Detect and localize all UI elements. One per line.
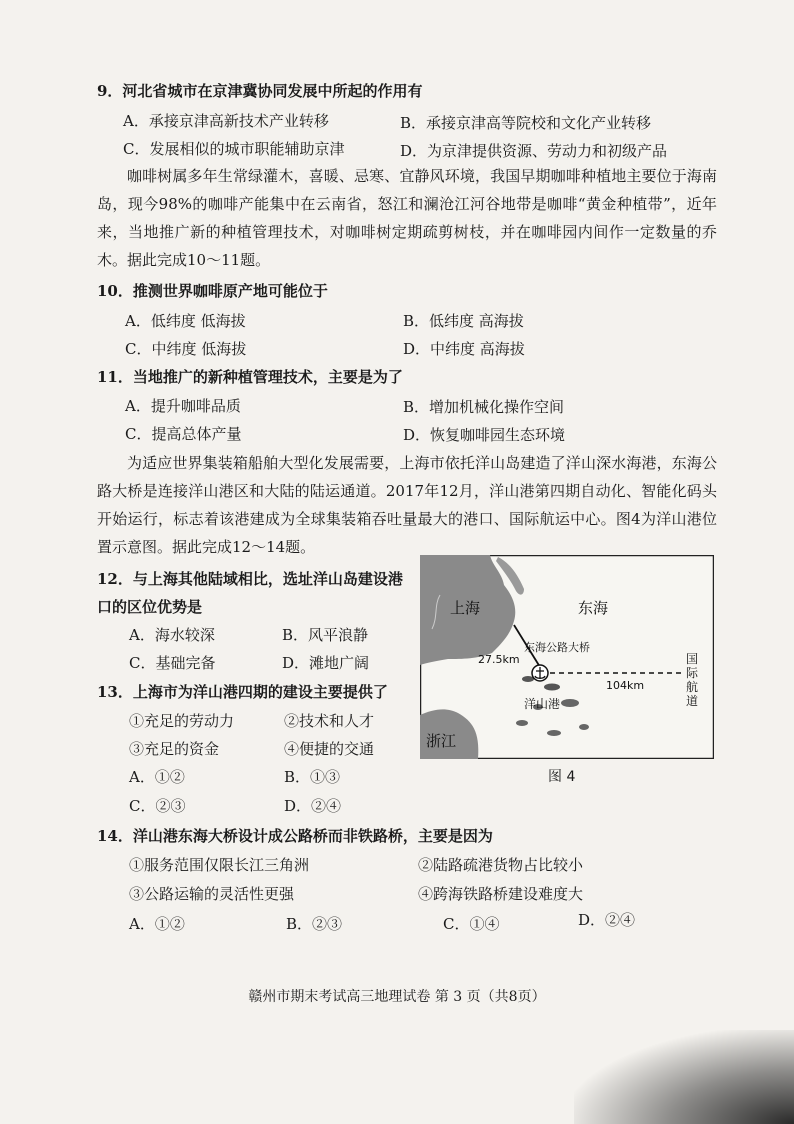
label-bridge-length: 27.5km bbox=[478, 653, 520, 666]
q10-option-d: D．中纬度 高海拔 bbox=[403, 340, 525, 358]
question-13-stem: 13．上海市为洋山港四期的建设主要提供了 bbox=[97, 683, 388, 701]
q9-option-b: B．承接京津高等院校和文化产业转移 bbox=[400, 114, 652, 132]
page-footer: 赣州市期末考试高三地理试卷 第 3 页（共8页） bbox=[248, 989, 546, 1005]
q14-option-d: D．②④ bbox=[578, 911, 636, 929]
label-bridge: 东海公路大桥 bbox=[524, 641, 590, 654]
label-route-length: 104km bbox=[606, 679, 645, 692]
figure-caption: 图 4 bbox=[548, 769, 576, 785]
q11-option-d: D．恢复咖啡园生态环境 bbox=[403, 426, 566, 444]
coffee-passage: 咖啡树属多年生常绿灌木，喜暖、忌寒、宜静风环境，我国早期咖啡种植地主要位于海南岛，现今98%的咖啡产能集中在云南省，怒江和澜沧江河谷地带是咖啡“黄金种植带”，近年来，当地推广新的种植管理技术，对咖啡树定期疏剪树枝，并在咖啡园内间作一定数量的乔木。据此完成10～11题。 bbox=[97, 167, 717, 269]
q11-option-b: B．增加机械化操作空间 bbox=[403, 398, 565, 416]
question-12-stem-line2: 口的区位优势是 bbox=[97, 598, 203, 616]
question-14-stem: 14．洋山港东海大桥设计成公路桥而非铁路桥，主要是因为 bbox=[97, 827, 493, 845]
label-intl-route-1: 国 bbox=[686, 652, 699, 666]
q14-statement-2: ②陆路疏港货物占比较小 bbox=[418, 856, 584, 874]
q10-option-b: B．低纬度 高海拔 bbox=[403, 312, 524, 330]
q13-option-a: A．①② bbox=[129, 768, 185, 786]
q14-statement-1: ①服务范围仅限长江三角洲 bbox=[129, 856, 310, 874]
q12-option-b: B．风平浪静 bbox=[282, 626, 369, 644]
q13-option-b: B．①③ bbox=[284, 768, 341, 786]
q14-option-a: A．①② bbox=[129, 915, 185, 933]
q13-statement-4: ④便捷的交通 bbox=[284, 740, 375, 758]
question-10-stem: 10．推测世界咖啡原产地可能位于 bbox=[97, 282, 328, 300]
label-yangshan-port: 洋山港 bbox=[524, 697, 561, 711]
q11-option-c: C．提高总体产量 bbox=[125, 425, 242, 443]
q11-option-a: A．提升咖啡品质 bbox=[125, 397, 241, 415]
label-intl-route-4: 道 bbox=[686, 694, 699, 708]
q10-option-c: C．中纬度 低海拔 bbox=[125, 340, 247, 358]
q14-statement-3: ③公路运输的灵活性更强 bbox=[129, 885, 295, 903]
q13-option-c: C．②③ bbox=[129, 797, 186, 815]
question-11-stem: 11．当地推广的新种植管理技术，主要是为了 bbox=[97, 368, 403, 386]
q12-option-c: C．基础完备 bbox=[129, 654, 216, 672]
q14-option-c: C．①④ bbox=[443, 915, 500, 933]
q9-option-c: C．发展相似的城市职能辅助京津 bbox=[123, 140, 345, 158]
q13-statement-3: ③充足的资金 bbox=[129, 740, 220, 758]
label-intl-route-2: 际 bbox=[686, 666, 699, 680]
q13-statement-1: ①充足的劳动力 bbox=[129, 712, 235, 730]
q10-option-a: A．低纬度 低海拔 bbox=[125, 312, 246, 330]
q13-statement-2: ②技术和人才 bbox=[284, 712, 375, 730]
q14-statement-4: ④跨海铁路桥建设难度大 bbox=[418, 885, 584, 903]
q12-option-a: A．海水较深 bbox=[129, 626, 215, 644]
question-9-stem: 9．河北省城市在京津冀协同发展中所起的作用有 bbox=[97, 82, 423, 100]
label-shanghai: 上海 bbox=[450, 599, 481, 617]
q9-option-a: A．承接京津高新技术产业转移 bbox=[123, 112, 329, 130]
q14-option-b: B．②③ bbox=[286, 915, 343, 933]
q12-option-d: D．滩地广阔 bbox=[282, 654, 370, 672]
label-zhejiang: 浙江 bbox=[426, 732, 457, 750]
question-12-stem-line1: 12．与上海其他陆域相比，选址洋山岛建设港 bbox=[97, 570, 403, 588]
q9-option-d: D．为京津提供资源、劳动力和初级产品 bbox=[400, 142, 668, 160]
label-donghai: 东海 bbox=[578, 599, 609, 617]
yangshan-port-location-map bbox=[420, 555, 714, 759]
port-passage: 为适应世界集装箱船舶大型化发展需要，上海市依托洋山岛建造了洋山深水海港，东海公路大桥是连接洋山港区和大陆的陆运通道。2017年12月，洋山港第四期自动化、智能化码头开始运行，标志着该港建成为全球集装箱吞吐量最大的港口、国际航运中心。图4为洋山港位置示意图。据此完成12～14题。 bbox=[97, 454, 717, 556]
label-intl-route-3: 航 bbox=[686, 680, 699, 694]
scan-shadow bbox=[574, 1030, 794, 1124]
q13-option-d: D．②④ bbox=[284, 797, 342, 815]
